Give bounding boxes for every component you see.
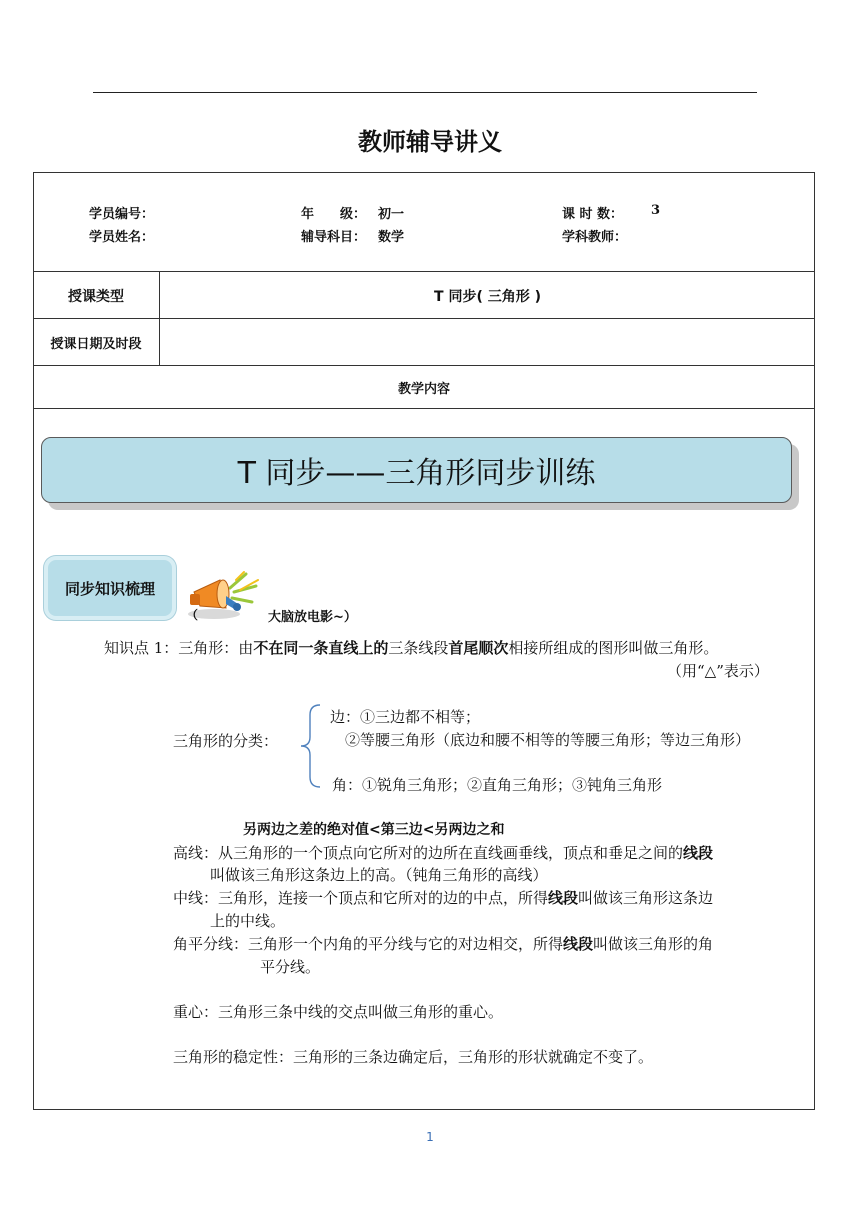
hours-label: 课 时 数： bbox=[562, 207, 624, 222]
grade-value: 初一 bbox=[378, 207, 405, 222]
table-divider bbox=[33, 365, 815, 366]
section-caption-open: （ bbox=[186, 608, 199, 622]
centroid-text: 重心：三角形三条中线的交点叫做三角形的重心。 bbox=[173, 1003, 504, 1021]
kp1-emphasis: 不在同一条直线上的 bbox=[253, 639, 389, 657]
page-title: 教师辅导讲义 bbox=[358, 128, 502, 156]
altitude-emphasis: 线段 bbox=[683, 844, 714, 862]
lesson-banner bbox=[41, 437, 792, 503]
lesson-type-label: 授课类型 bbox=[68, 289, 124, 305]
section-tag bbox=[44, 556, 176, 620]
section-tag-label: 同步知识梳理 bbox=[64, 579, 155, 598]
classify-side: 边：①三边都不相等； bbox=[330, 708, 481, 726]
page-number: 1 bbox=[426, 1130, 434, 1144]
median-text: 叫做该三角形这条边 bbox=[578, 889, 714, 907]
table-divider bbox=[33, 318, 815, 319]
kp1-note: （用“△”表示） bbox=[667, 662, 769, 680]
stability-text: 三角形的稳定性：三角形的三条边确定后，三角形的形状就确定不变了。 bbox=[173, 1048, 654, 1066]
lesson-type-value: T 同步( 三角形 ) bbox=[434, 289, 541, 305]
bisector-text: 角平分线：三角形一个内角的平分线与它的对边相交，所得 bbox=[173, 935, 564, 953]
subject-label: 辅导科目： bbox=[301, 230, 367, 245]
top-rule bbox=[93, 92, 757, 93]
subject-value: 数学 bbox=[378, 230, 405, 245]
median-text: 中线：三角形，连接一个顶点和它所对的边的中点，所得 bbox=[173, 889, 549, 907]
altitude-line-1 bbox=[173, 842, 713, 863]
date-label: 授课日期及时段 bbox=[50, 337, 142, 352]
bisector-line-1 bbox=[173, 933, 713, 954]
triangle-inequality: 另两边之差的绝对值<第三边<另两边之和 bbox=[243, 822, 505, 838]
brace-icon bbox=[298, 703, 324, 789]
classify-label: 三角形的分类： bbox=[173, 732, 279, 750]
classify-side-2: ②等腰三角形（底边和腰不相等的等腰三角形；等边三角形） bbox=[345, 731, 751, 749]
classify-angle: 角：①锐角三角形；②直角三角形；③钝角三角形 bbox=[332, 776, 663, 794]
table-divider bbox=[33, 408, 815, 409]
kp1-suffix: 相接所组成的图形叫做三角形。 bbox=[508, 639, 719, 657]
student-id-label: 学员编号： bbox=[89, 207, 155, 222]
student-name-label: 学员姓名： bbox=[89, 230, 155, 245]
kp1-mid: 三条线段 bbox=[388, 639, 449, 657]
kp1-prefix: 知识点 1：三角形：由 bbox=[104, 639, 254, 657]
teacher-label: 学科教师： bbox=[562, 230, 628, 245]
section-caption: 大脑放电影~） bbox=[268, 610, 357, 625]
bisector-emphasis: 线段 bbox=[563, 935, 594, 953]
altitude-line-2: 叫做该三角形这条边上的高。（钝角三角形的高线） bbox=[210, 866, 548, 884]
median-line-2: 上的中线。 bbox=[210, 912, 286, 930]
altitude-text: 高线：从三角形的一个顶点向它所对的边所在直线画垂线，顶点和垂足之间的 bbox=[173, 844, 684, 862]
kp1-emphasis: 首尾顺次 bbox=[448, 639, 509, 657]
grade-label: 年 级： bbox=[301, 207, 367, 222]
hours-value: 3 bbox=[651, 203, 661, 218]
median-line-1 bbox=[173, 887, 713, 908]
bisector-line-2: 平分线。 bbox=[260, 958, 321, 976]
median-emphasis: 线段 bbox=[548, 889, 579, 907]
bisector-text: 叫做该三角形的角 bbox=[593, 935, 714, 953]
banner-title: T 同步——三角形同步训练 bbox=[237, 456, 596, 491]
table-divider bbox=[33, 271, 815, 272]
content-label: 教学内容 bbox=[397, 382, 450, 397]
kp1-line bbox=[104, 637, 718, 658]
